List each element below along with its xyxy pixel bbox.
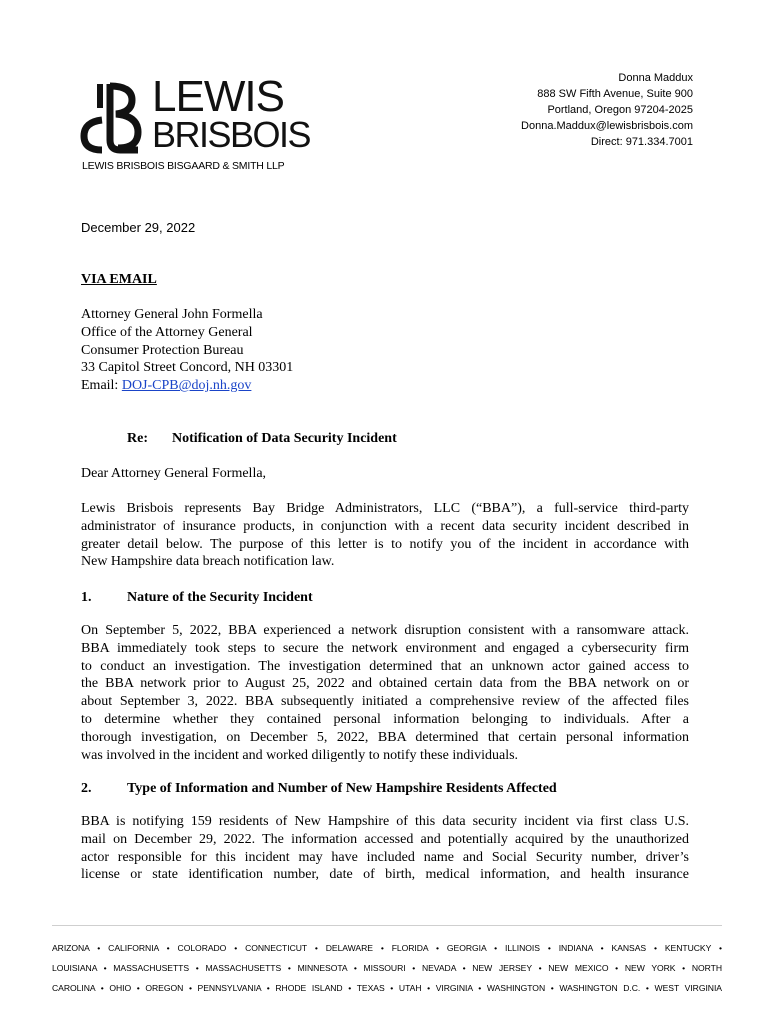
sender-block [521, 70, 693, 150]
sender-address-line-2: Portland, Oregon 97204-2025 [547, 104, 693, 116]
section-1-title: Nature of the Security Incident [127, 590, 313, 605]
footer-line: CAROLINA • OHIO • OREGON • PENNSYLVANIA • RHODE ISLAND • TEXAS • UTAH • VIRGINIA • WASHINGTON • WASHINGTON D.C. • WEST VIRGINIA [52, 983, 722, 993]
section-2-number: 2. [81, 781, 92, 796]
section-1-number: 1. [81, 590, 92, 605]
office-locations-footer [52, 938, 722, 998]
paragraph-line: about September 3, 2022. BBA subsequently initiated a comprehensive review of the affected files [81, 694, 689, 710]
paragraph-line: On September 5, 2022, BBA experienced a network disruption consistent with a ransomware attack. [81, 623, 689, 638]
intro-paragraph [81, 500, 689, 571]
sender-email: Donna.Maddux@lewisbrisbois.com [521, 120, 693, 132]
sender-name: Donna Maddux [618, 72, 693, 84]
recipient-email-label: Email: [81, 378, 122, 394]
paragraph-line: Lewis Brisbois represents Bay Bridge Administrators, LLC (“BBA”), a full-service third-party [81, 501, 689, 516]
letter-date: December 29, 2022 [81, 220, 196, 235]
recipient-name: Attorney General John Formella [81, 307, 263, 322]
logo-word-brisbois: BRISBOIS [152, 114, 311, 155]
section-2-body [81, 813, 689, 884]
footer-line: LOUISIANA • MASSACHUSETTS • MASSACHUSETTS • MINNESOTA • MISSOURI • NEVADA • NEW JERSEY • NEW MEXICO • NEW YORK • NORTH [52, 963, 722, 973]
paragraph-line: administrator of insurance products, in conjunction with a recent data security incident described in [81, 518, 689, 534]
section-2-title: Type of Information and Number of New Hampshire Residents Affected [127, 781, 557, 796]
logo-word-lewis: LEWIS [152, 72, 284, 121]
re-label: Re: [127, 431, 148, 446]
re-subject: Notification of Data Security Incident [172, 431, 397, 446]
paragraph-line: was involved in the incident and worked diligently to notify these individuals. [81, 747, 519, 763]
paragraph-line: to conduct an investigation. The investigation determined that an unknown actor gained access to [81, 658, 689, 674]
delivery-method: VIA EMAIL [81, 272, 157, 287]
recipient-address: 33 Capitol Street Concord, NH 03301 [81, 360, 294, 376]
recipient-email-line [81, 377, 293, 395]
recipient-email-link[interactable]: DOJ-CPB@doj.nh.gov [121, 378, 252, 394]
paragraph-line: thorough investigation, on December 5, 2022, BBA determined that certain personal information [81, 729, 689, 745]
paragraph-line: license or state identification number, date of birth, medical information, and health insurance [81, 867, 689, 883]
paragraph-line: the BBA network prior to August 25, 2022 and obtained certain data from the BBA network on or [81, 676, 689, 692]
paragraph-line: New Hampshire data breach notification law. [81, 554, 335, 570]
sender-address-line-1: 888 SW Fifth Avenue, Suite 900 [537, 88, 693, 100]
paragraph-line: mail on December 29, 2022. The information accessed and potentially acquired by the unauthorized [81, 831, 689, 847]
section-1-body [81, 622, 689, 764]
footer-line: ARIZONA • CALIFORNIA • COLORADO • CONNECTICUT • DELAWARE • FLORIDA • GEORGIA • ILLINOIS • INDIANA • KANSAS • KENTUCKY • [52, 943, 722, 953]
paragraph-line: BBA is notifying 159 residents of New Hampshire of this data security incident via first class U.S. [81, 814, 689, 829]
lb-monogram-icon [80, 80, 146, 160]
paragraph-line: greater detail below. The purpose of this letter is to notify you of the incident in accordance with [81, 536, 689, 552]
firm-logo [80, 72, 311, 173]
paragraph-line: to determine whether they contained personal information belonging to individuals. After a [81, 711, 689, 727]
sender-direct-phone: Direct: 971.334.7001 [590, 136, 693, 148]
recipient-office: Office of the Attorney General [81, 324, 253, 340]
paragraph-line: BBA immediately took steps to secure the network environment and engaged a cybersecurity firm [81, 640, 689, 656]
salutation: Dear Attorney General Formella, [81, 466, 267, 481]
paragraph-line: actor responsible for this incident may have included name and Social Security number, driver’s [81, 849, 689, 865]
footer-divider [52, 925, 722, 926]
recipient-bureau: Consumer Protection Bureau [81, 342, 244, 358]
logo-firm-name: LEWIS BRISBOIS BISGAARD & SMITH LLP [82, 160, 285, 172]
recipient-block [81, 306, 293, 395]
